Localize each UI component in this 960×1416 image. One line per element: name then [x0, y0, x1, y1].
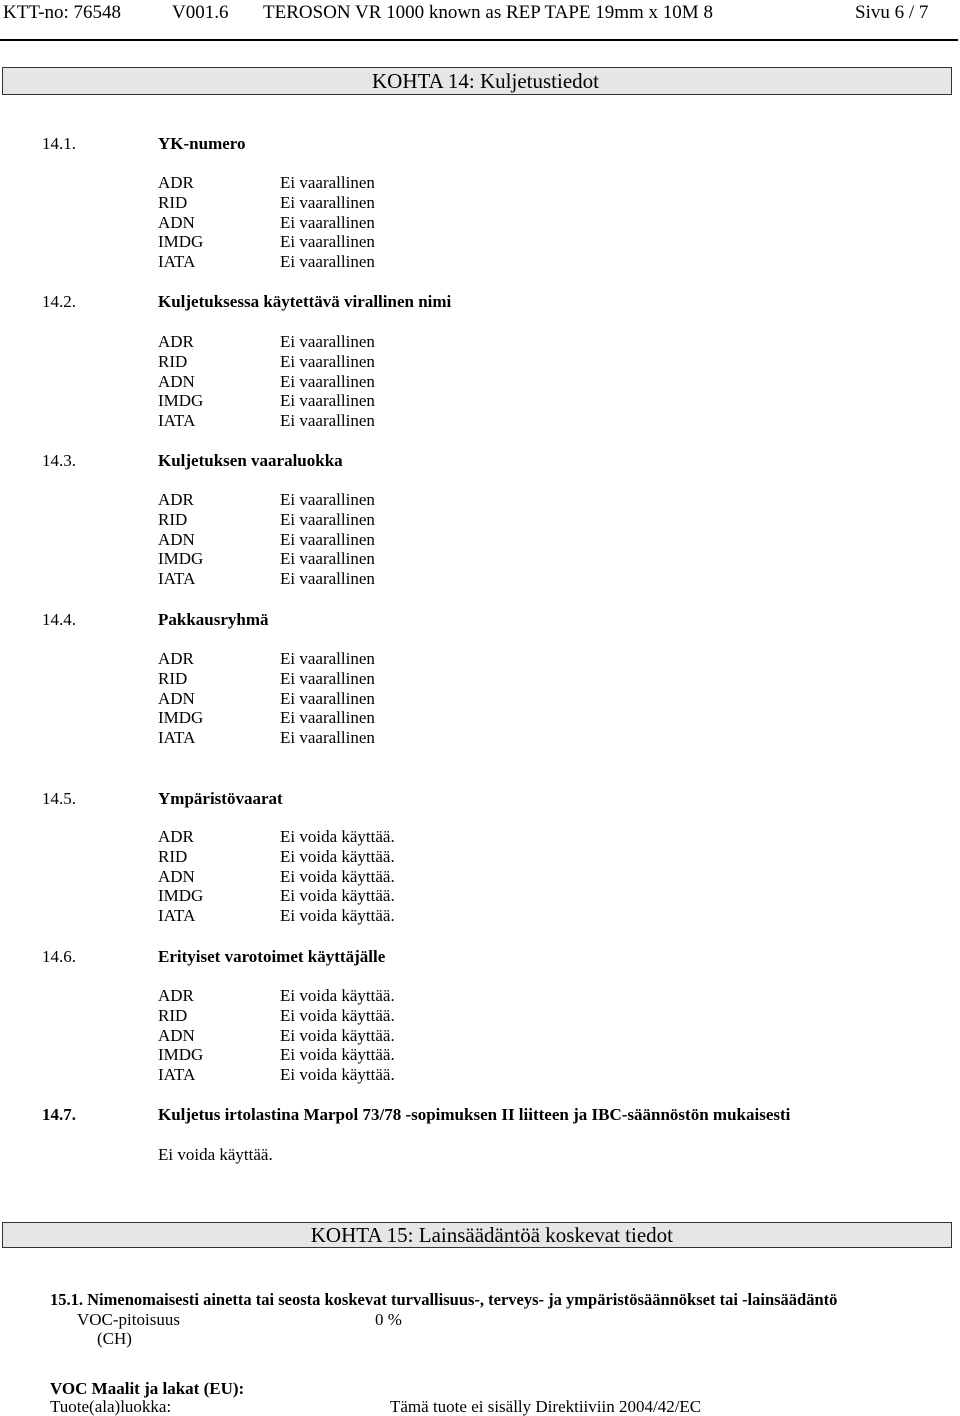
transport-mode-value: Ei voida käyttää.	[280, 1026, 395, 1045]
subsection-title: Pakkausryhmä	[158, 610, 269, 629]
subsection-number: 14.2.	[42, 292, 76, 311]
section-14-heading	[2, 67, 952, 95]
transport-mode-label: IATA	[158, 569, 196, 588]
transport-mode-label: ADR	[158, 986, 194, 1005]
transport-mode-value: Ei vaarallinen	[280, 411, 375, 430]
transport-mode-value: Ei voida käyttää.	[280, 1045, 395, 1064]
transport-mode-label: IATA	[158, 728, 196, 747]
subsection-number: 14.7.	[42, 1105, 76, 1124]
transport-mode-label: RID	[158, 193, 188, 212]
subsection-title: Ympäristövaarat	[158, 789, 283, 808]
transport-mode-value: Ei voida käyttää.	[280, 867, 395, 886]
transport-mode-value: Ei voida käyttää.	[280, 827, 395, 846]
transport-mode-label: RID	[158, 352, 188, 371]
voc-content-value: 0 %	[375, 1310, 402, 1329]
transport-mode-value: Ei voida käyttää.	[280, 886, 395, 905]
subsection-15-1-title: 15.1. Nimenomaisesti ainetta tai seosta koskevat turvallisuus-, terveys- ja ympäristösäännökset tai -lainsäädäntö	[50, 1290, 838, 1309]
subsection-number: 14.5.	[42, 789, 76, 808]
section-15-title: KOHTA 15: Lainsäädäntöä koskevat tiedot	[310, 1222, 673, 1247]
header-divider	[0, 39, 958, 41]
subsection-title: Erityiset varotoimet käyttäjälle	[158, 947, 386, 966]
transport-mode-value: Ei vaarallinen	[280, 728, 375, 747]
subsection-number: 14.1.	[42, 134, 76, 153]
transport-mode-value: Ei vaarallinen	[280, 510, 375, 529]
transport-mode-value: Ei vaarallinen	[280, 669, 375, 688]
transport-mode-label: IMDG	[158, 1045, 204, 1064]
transport-mode-value: Ei vaarallinen	[280, 352, 375, 371]
transport-mode-value: Ei vaarallinen	[280, 549, 375, 568]
transport-mode-label: IMDG	[158, 708, 204, 727]
transport-mode-value: Ei vaarallinen	[280, 173, 375, 192]
transport-mode-value: Ei voida käyttää.	[280, 986, 395, 1005]
transport-mode-label: RID	[158, 847, 188, 866]
transport-mode-value: Ei vaarallinen	[280, 232, 375, 251]
transport-mode-label: IMDG	[158, 886, 204, 905]
transport-mode-value: Ei vaarallinen	[280, 332, 375, 351]
transport-mode-value: Ei vaarallinen	[280, 708, 375, 727]
transport-mode-value: Ei vaarallinen	[280, 569, 375, 588]
transport-mode-value: Ei vaarallinen	[280, 372, 375, 391]
transport-mode-label: ADR	[158, 827, 194, 846]
transport-mode-label: ADR	[158, 173, 194, 192]
transport-mode-label: ADN	[158, 867, 195, 886]
transport-mode-label: ADN	[158, 530, 195, 549]
transport-mode-value: Ei vaarallinen	[280, 391, 375, 410]
transport-mode-label: IATA	[158, 252, 196, 271]
transport-mode-label: ADR	[158, 332, 194, 351]
transport-mode-label: RID	[158, 510, 188, 529]
subsection-title: Kuljetuksen vaaraluokka	[158, 451, 343, 470]
transport-mode-label: ADN	[158, 1026, 195, 1045]
subsection-number: 14.6.	[42, 947, 76, 966]
voc-eu-heading: VOC Maalit ja lakat (EU):	[50, 1379, 245, 1398]
transport-mode-label: IATA	[158, 411, 196, 430]
transport-mode-label: RID	[158, 1006, 188, 1025]
document-id: KTT-no: 76548	[3, 2, 122, 23]
subsection-title: YK-numero	[158, 134, 246, 153]
section-15-heading	[2, 1222, 952, 1248]
subsection-number: 14.4.	[42, 610, 76, 629]
product-name: TEROSON VR 1000 known as REP TAPE 19mm x 10M 8	[263, 2, 713, 23]
transport-mode-value: Ei voida käyttää.	[280, 1065, 395, 1084]
transport-mode-value: Ei vaarallinen	[280, 213, 375, 232]
transport-mode-value: Ei voida käyttää.	[280, 847, 395, 866]
transport-mode-value: Ei vaarallinen	[280, 649, 375, 668]
transport-mode-label: IATA	[158, 906, 196, 925]
transport-mode-label: IMDG	[158, 549, 204, 568]
transport-mode-value: Ei vaarallinen	[280, 490, 375, 509]
voc-country-note: (CH)	[97, 1329, 132, 1348]
transport-mode-label: ADN	[158, 372, 195, 391]
subsection-number: 14.3.	[42, 451, 76, 470]
page-number: Sivu 6 / 7	[855, 2, 929, 23]
transport-mode-label: ADN	[158, 213, 195, 232]
subsection-title: Kuljetus irtolastina Marpol 73/78 -sopimuksen II liitteen ja IBC-säännöstön mukaisesti	[158, 1105, 791, 1124]
transport-mode-label: IMDG	[158, 391, 204, 410]
transport-mode-label: IMDG	[158, 232, 204, 251]
transport-mode-value: Ei vaarallinen	[280, 689, 375, 708]
transport-mode-value: Ei voida käyttää.	[280, 1006, 395, 1025]
transport-mode-label: RID	[158, 669, 188, 688]
section-14-title: KOHTA 14: Kuljetustiedot	[372, 68, 599, 93]
voc-content-label: VOC-pitoisuus	[77, 1310, 180, 1329]
transport-mode-label: IATA	[158, 1065, 196, 1084]
transport-mode-label: ADR	[158, 649, 194, 668]
subsection-text: Ei voida käyttää.	[158, 1145, 273, 1164]
transport-mode-value: Ei vaarallinen	[280, 193, 375, 212]
document-version: V001.6	[172, 2, 229, 23]
product-category-value: Tämä tuote ei sisälly Direktiiviin 2004/42/EC	[390, 1397, 702, 1416]
transport-mode-label: ADN	[158, 689, 195, 708]
transport-mode-value: Ei vaarallinen	[280, 530, 375, 549]
transport-mode-value: Ei voida käyttää.	[280, 906, 395, 925]
product-category-label: Tuote(ala)luokka:	[50, 1397, 172, 1416]
subsection-title: Kuljetuksessa käytettävä virallinen nimi	[158, 292, 452, 311]
transport-mode-value: Ei vaarallinen	[280, 252, 375, 271]
transport-mode-label: ADR	[158, 490, 194, 509]
